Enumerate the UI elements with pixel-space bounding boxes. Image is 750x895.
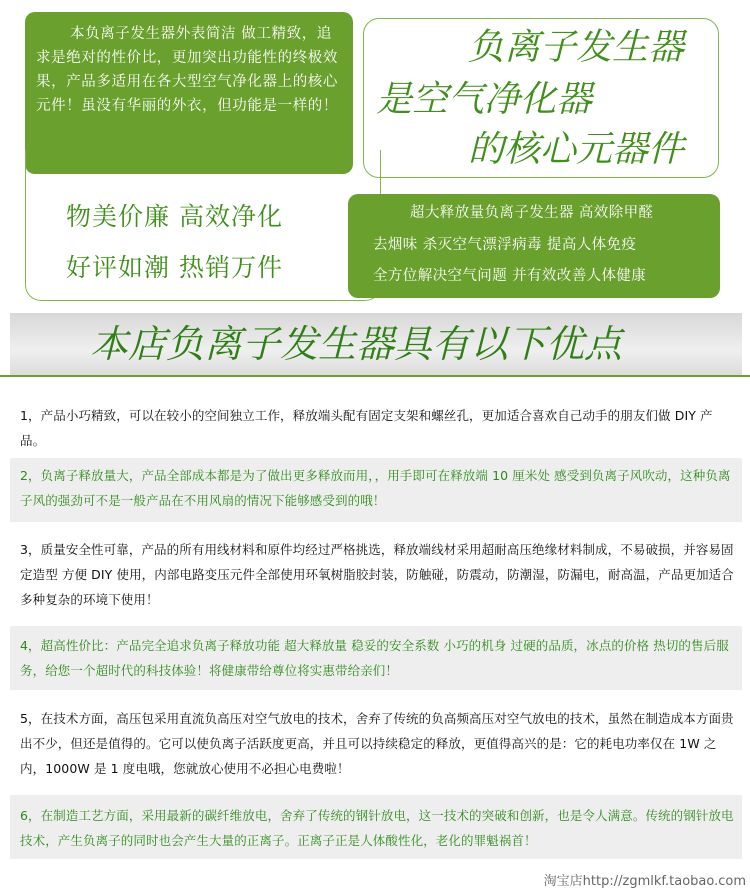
banner-divider: [0, 375, 750, 377]
headline-line-2: 是空气净化器: [376, 79, 593, 120]
banner-title: 本店负离子发生器具有以下优点: [90, 322, 623, 366]
advantage-text: 2，负离子释放量大，产品全部成本都是为了做出更多释放而用，，用手即可在释放端 10 厘米处 感受到负离子风吹动，这种负离子风的强劲可不是一般产品在不用风扇的情况下能够感受到的哦！: [20, 468, 731, 508]
advantage-text: 5，在技术方面，高压包采用直流负高压对空气放电的技术，舍弃了传统的负高频高压对空气放电的技术，虽然在制造成本方面贵出不少，但还是值得的。它可以使负离子活跃度更高，并且可以持续稳定的释放，更值得高兴的是：它的耗电功率仅在 1W 之内，1000W 是 1 度电哦，您就放心使用不必担心电费啦！: [20, 711, 734, 776]
features-line-3: 全方位解决空气问题 并有效改善人体健康: [373, 268, 647, 284]
advantage-point-5: [10, 704, 742, 787]
advantage-point-1: [10, 400, 742, 456]
shop-watermark: 淘宝店http://zgmlkf.taobao.com: [543, 874, 746, 889]
features-line-2: 去烟味 杀灭空气漂浮病毒 提高人体免疫: [373, 237, 637, 253]
advantage-text: 6，在制造工艺方面，采用最新的碳纤维放电，舍弃了传统的钢针放电，这一技术的突破和创新，也是令人满意。传统的钢针放电技术，产生负离子的同时也会产生大量的正离子。正离子正是人体酸性化，老化的罪魁祸首！: [20, 808, 734, 848]
intro-text: 本负离子发生器外表简洁 做工精致，追求是绝对的性价比，更加突出功能性的终极效果，产品多适用在各大型空气净化器上的核心元件！虽没有华丽的外衣，但功能是一样的！: [36, 26, 338, 114]
headline-line-1: 负离子发生器: [468, 27, 685, 68]
headline-line-3: 的核心元器件: [468, 129, 685, 170]
advantage-text: 1，产品小巧精致，可以在较小的空间独立工作，释放端头配有固定支架和螺丝孔，更加适合喜欢自己动手的朋友们做 DIY 产品。: [20, 408, 713, 448]
advantage-point-6: [10, 795, 742, 859]
advantage-text: 4，超高性价比：产品完全追求负离子释放功能 超大释放量 稳妥的安全系数 小巧的机身 过硬的品质，冰点的价格 热切的售后服务，给您一个超时代的科技体验！将健康带给尊位将实惠带给亲们！: [20, 638, 729, 678]
features-line-1: 超大释放量负离子发生器 高效除甲醛: [410, 205, 654, 221]
advantage-point-3: [10, 537, 742, 619]
slogan-line-1: 物美价廉 高效净化: [66, 202, 283, 231]
advantage-point-2: [10, 458, 742, 522]
advantage-point-4: [10, 626, 742, 690]
slogan-line-2: 好评如潮 热销万件: [66, 253, 283, 282]
advantage-text: 3，质量安全性可靠，产品的所有用线材料和原件均经过严格挑选，释放端线材采用超耐高压绝缘材料制成，不易破损，并容易固定造型 方便 DIY 使用，内部电路变压元件全部使用环氧树脂胶封装，防触碰，防震动，防潮湿，防漏电，耐高温，产品更加适合多种复杂的环境下使用！: [20, 542, 734, 607]
